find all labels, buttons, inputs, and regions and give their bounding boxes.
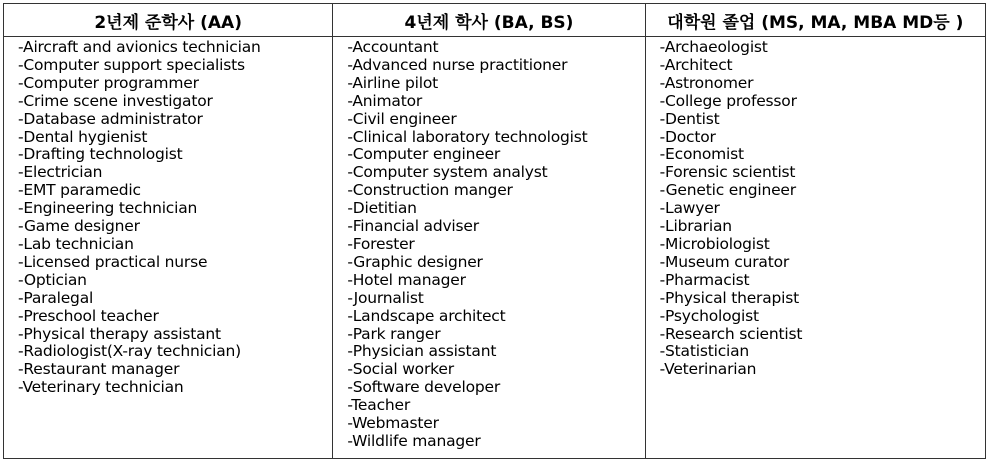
bachelor-careers-cell: [333, 37, 645, 459]
career-item: -Construction manger: [347, 181, 513, 200]
career-item: -Graphic designer: [347, 252, 483, 271]
career-item: -Dental hygienist: [18, 127, 148, 146]
career-item: -Electrician: [18, 163, 103, 182]
career-item: -Social worker: [347, 360, 454, 379]
career-item: -Archaeologist: [659, 38, 768, 56]
associate-career-list: [18, 39, 332, 397]
career-item: -Landscape architect: [347, 306, 506, 325]
career-item: -College professor: [659, 91, 797, 110]
career-item: -Animator: [347, 91, 423, 110]
career-item: -Hotel manager: [347, 270, 466, 289]
career-item: -Civil engineer: [347, 109, 457, 128]
career-item: -Computer programmer: [18, 73, 199, 92]
career-item: -Drafting technologist: [18, 145, 183, 164]
career-item: -Doctor: [659, 127, 716, 146]
career-item: -Wildlife manager: [347, 431, 481, 450]
career-item: -Radiologist(X-ray technician): [18, 342, 241, 361]
career-item: -Pharmacist: [659, 270, 750, 289]
career-item: -Licensed practical nurse: [18, 252, 208, 271]
career-item: -Forester: [347, 234, 415, 253]
career-item: -Architect: [659, 55, 733, 74]
career-item: -Veterinary technician: [18, 378, 184, 397]
career-item: -Dietitian: [347, 199, 417, 218]
career-item: -Forensic scientist: [659, 163, 796, 182]
career-item: -Advanced nurse practitioner: [347, 55, 568, 74]
career-item: -Webmaster: [347, 414, 439, 433]
career-item: -Preschool teacher: [18, 306, 159, 325]
career-item: -Museum curator: [659, 252, 790, 271]
career-item: -Park ranger: [347, 324, 441, 343]
career-item: -Physician assistant: [347, 342, 497, 361]
header-associate-degree: 2년제 준학사 (AA): [4, 4, 333, 37]
career-item: -Physical therapist: [659, 288, 800, 307]
career-item: -Restaurant manager: [18, 360, 180, 379]
career-item: -Astronomer: [659, 73, 754, 92]
career-item: -Airline pilot: [347, 73, 438, 92]
career-item: -Lab technician: [18, 234, 134, 253]
header-graduate-degree: 대학원 졸업 (MS, MA, MBA MD등 ): [645, 4, 985, 37]
career-item: -Accountant: [347, 38, 439, 56]
career-item: -Veterinarian: [659, 360, 757, 379]
career-item: -Physical therapy assistant: [18, 324, 221, 343]
header-bachelor-degree: 4년제 학사 (BA, BS): [333, 4, 645, 37]
career-item: -Research scientist: [659, 324, 803, 343]
career-item: -Microbiologist: [659, 234, 770, 253]
career-item: -Optician: [18, 270, 87, 289]
career-item: -Clinical laboratory technologist: [347, 127, 588, 146]
bachelor-career-list: [347, 39, 644, 451]
header-row: [4, 4, 986, 37]
career-item: -Financial adviser: [347, 217, 479, 236]
career-item: -Database administrator: [18, 109, 203, 128]
career-item: -Computer engineer: [347, 145, 501, 164]
career-item: -Computer system analyst: [347, 163, 548, 182]
career-item: -Statistician: [659, 342, 750, 361]
graduate-career-list: [660, 39, 985, 379]
career-item: -Aircraft and avionics technician: [18, 38, 261, 56]
career-item: -Lawyer: [659, 199, 720, 218]
career-item: -Dentist: [659, 109, 720, 128]
career-item: -Genetic engineer: [659, 181, 796, 200]
career-item: -Computer support specialists: [18, 55, 245, 74]
career-item: -EMT paramedic: [18, 181, 141, 200]
career-item: -Game designer: [18, 217, 140, 236]
degree-careers-table: [3, 3, 986, 459]
career-item: -Crime scene investigator: [18, 91, 213, 110]
career-item: -Librarian: [659, 217, 732, 236]
careers-row: [4, 37, 986, 459]
career-item: -Paralegal: [18, 288, 94, 307]
career-item: -Engineering technician: [18, 199, 198, 218]
career-item: -Teacher: [347, 396, 411, 415]
graduate-careers-cell: [645, 37, 985, 459]
associate-careers-cell: [4, 37, 333, 459]
career-item: -Software developer: [347, 378, 500, 397]
career-item: -Journalist: [347, 288, 424, 307]
career-item: -Psychologist: [659, 306, 759, 325]
career-item: -Economist: [659, 145, 744, 164]
